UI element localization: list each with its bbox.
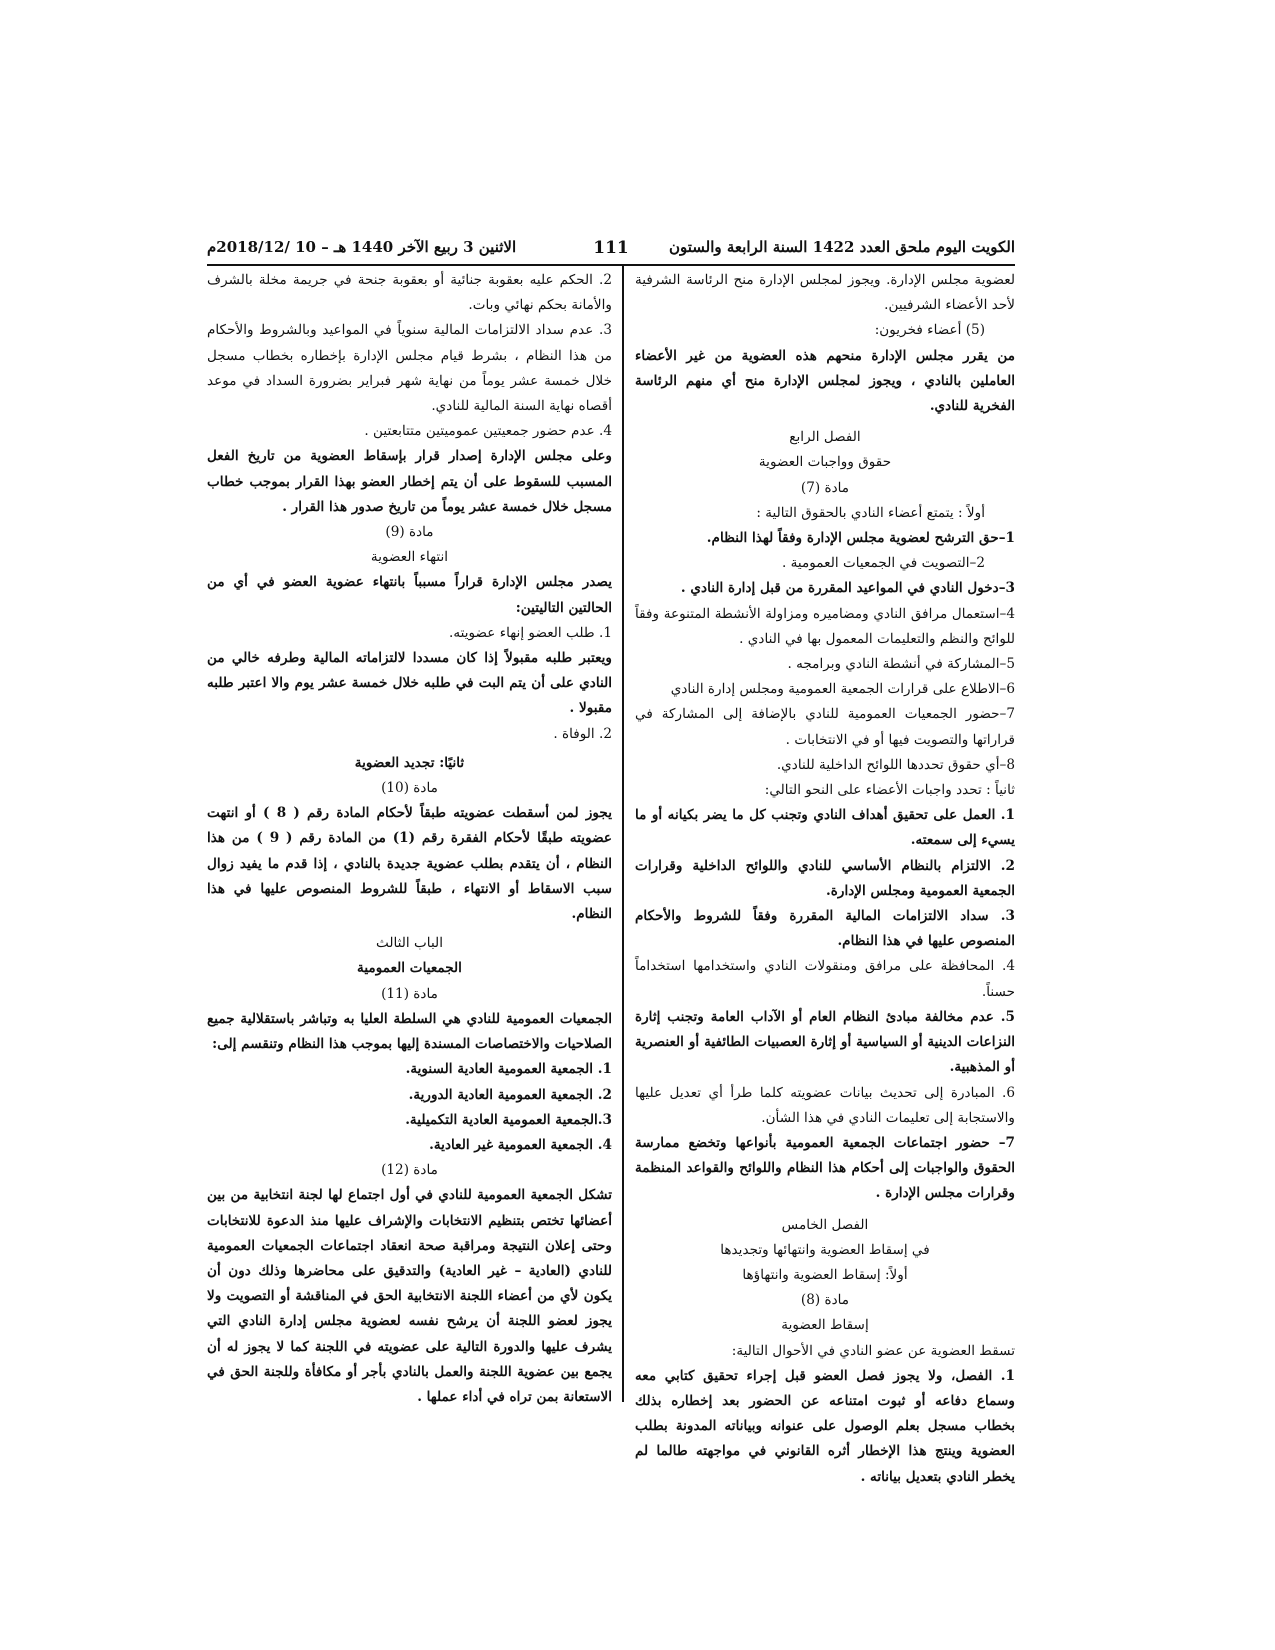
- list-intro: تسقط العضوية عن عضو النادي في الأحوال التالية:: [731, 1342, 1015, 1359]
- part-subtitle: الجمعيات العمومية: [357, 960, 462, 977]
- subheading: (5) أعضاء فخريون:: [874, 322, 985, 339]
- chapter-title: الفصل الخامس: [781, 1216, 869, 1233]
- list-item: 2. الوفاة .: [553, 725, 612, 742]
- column-divider: [622, 266, 624, 1402]
- list-item: 2. الحكم عليه بعقوبة جنائية أو بعقوبة جنحة في جريمة مخلة بالشرف والأمانة بحكم نهائي وبات.: [207, 272, 612, 314]
- list-item: 6. المبادرة إلى تحديث بيانات عضويته كلما طرأ أي تعديل عليها والاستجابة إلى تعليمات النادي في هذا الشأن.: [635, 1084, 1015, 1126]
- list-item: 4–استعمال مرافق النادي ومضاميره ومزاولة الأنشطة المتنوعة وفقاً للوائح والنظم والتعليمات المعمول بها في النادي .: [635, 605, 1015, 647]
- chapter-subtitle: في إسقاط العضوية وانتهائها وتجديدها: [720, 1241, 930, 1258]
- list-item: 3. سداد الالتزامات المالية المقررة وفقاً للشروط والأحكام المنصوص عليها في هذا النظام.: [635, 908, 1015, 950]
- list-item: 2. الالتزام بالنظام الأساسي للنادي واللوائح الداخلية وقرارات الجمعية العمومية ومجلس الإدارة.: [635, 857, 1015, 899]
- paragraph: الجمعيات العمومية للنادي هي السلطة العليا به وتباشر باستقلالية جميع الصلاحيات والاختصاصات المسندة إليها بموجب هذا النظام وتنقسم إلى:: [207, 1010, 612, 1053]
- article-heading: مادة (7): [800, 479, 850, 496]
- article-heading: مادة (12): [381, 1162, 438, 1179]
- page-header: [207, 238, 1015, 264]
- paragraph: يصدر مجلس الإدارة قراراً مسبباً بانتهاء عضوية العضو في أي من الحالتين التاليتين:: [207, 574, 612, 616]
- list-intro: أولاً : يتمتع أعضاء النادي بالحقوق التالية :: [756, 504, 985, 521]
- article-title: إسقاط العضوية: [781, 1317, 869, 1334]
- article-heading: مادة (9): [385, 524, 434, 541]
- list-item: 7–حضور الجمعيات العمومية للنادي بالإضافة إلى المشاركة في قراراتها والتصويت فيها أو في الانتخابات .: [635, 706, 1015, 748]
- list-item: 4. الجمعية العمومية غير العادية.: [429, 1136, 612, 1153]
- section-title: أولاً: إسقاط العضوية وانتهاؤها: [742, 1266, 908, 1283]
- list-item: 2–التصويت في الجمعيات العمومية .: [781, 555, 985, 572]
- article-heading: مادة (8): [800, 1292, 850, 1309]
- article-title: انتهاء العضوية: [370, 549, 449, 566]
- list-item: 4. عدم حضور جمعيتين عموميتين متتابعتين .: [364, 423, 612, 440]
- paragraph: يجوز لمن أسقطت عضويته طبقاً لأحكام المادة رقم ( 8 ) أو انتهت عضويته طبقًا لأحكام الفقرة رقم (1) من المادة رقم ( 9 ) من هذا النظام ، أن يتقدم بطلب عضوية جديدة بالنادي ، إذا قدم ما يفيد زوال سبب الاسقاط أو الانتهاء ، طبقاً للشروط المنصوص عليها في هذا النظام.: [207, 805, 612, 923]
- list-item: 1. الجمعية العمومية العادية السنوية.: [405, 1061, 612, 1078]
- header-rule: [207, 264, 1015, 266]
- paragraph: لعضوية مجلس الإدارة. ويجوز لمجلس الإدارة منح الرئاسة الشرفية لأحد الأعضاء الشرفيين.: [635, 272, 1015, 314]
- article-heading: مادة (10): [381, 780, 438, 797]
- list-item: 5–المشاركة في أنشطة النادي وبرامجه .: [787, 656, 1015, 673]
- right-column: [635, 268, 1015, 1490]
- list-item: 1. العمل على تحقيق أهداف النادي وتجنب كل ما يضر بكيانه أو ما يسيء إلى سمعته.: [635, 807, 1015, 849]
- paragraph: من يقرر مجلس الإدارة منحهم هذه العضوية من غير الأعضاء العاملين بالنادي ، ويجوز لمجلس الإدارة منح أي منهم الرئاسة الفخرية للنادي.: [635, 347, 1015, 415]
- list-item: 4. المحافظة على مرافق ومنقولات النادي واستخدامها استخداماً حسناً.: [635, 958, 1015, 1000]
- page-number: 111: [593, 238, 629, 258]
- list-item: 6–الاطلاع على قرارات الجمعية العمومية ومجلس إدارة النادي: [670, 681, 1015, 698]
- part-title: الباب الثالث: [376, 935, 443, 952]
- paragraph: تشكل الجمعية العمومية للنادي في أول اجتماع لها لجنة انتخابية من بين أعضائها تختص بتنظيم الانتخابات والإشراف عليها منذ الدعوة للانتخابات وحتى إعلان النتيجة ومراقبة صحة انعقاد اجتماعات الجمعيات العمومية للنادي (العادية – غير العادية) والتدقيق على محاضرها وذلك دون أن يكون لأي من أعضاء اللجنة الانتخابية الحق في المناقشة أو التصويت ولا يجوز لعضو اللجنة أن يرشح نفسه لعضوية مجلس إدارة النادي التي يشرف عليها والدورة التالية على عضويته في اللجنة كما لا يجوز له أن يجمع بين عضوية اللجنة والعمل بالنادي بأجر أو مكافأة وللجنة الحق في الاستعانة بمن تراه في أداء عملها .: [207, 1187, 612, 1405]
- header-publication: الكويت اليوم ملحق العدد 1422 السنة الرابعة والستون: [669, 238, 1015, 256]
- left-column: [207, 268, 612, 1410]
- chapter-title: الفصل الرابع: [789, 429, 861, 446]
- list-item: 2. الجمعية العمومية العادية الدورية.: [408, 1086, 612, 1103]
- list-item: 1. طلب العضو إنهاء عضويته.: [449, 624, 612, 641]
- list-intro: ثانياً : تحدد واجبات الأعضاء على النحو التالي:: [764, 782, 1015, 799]
- chapter-subtitle: حقوق وواجبات العضوية: [758, 454, 892, 471]
- list-item: 3.الجمعية العمومية العادية التكميلية.: [405, 1111, 612, 1128]
- header-date: الاثنين 3 ربيع الآخر 1440 هـ – 10 /2018/12م: [207, 238, 517, 256]
- section-title: ثانيًا: تجديد العضوية: [354, 754, 465, 771]
- list-item: 3–دخول النادي في المواعيد المقررة من قبل إدارة النادي .: [680, 580, 1015, 597]
- list-item: 3. عدم سداد الالتزامات المالية سنوياً في المواعيد وبالشروط والأحكام من هذا النظام ، بشرط قيام مجلس الإدارة بإخطاره بخطاب مسجل خلال خمسة عشر يوماً من نهاية شهر فبراير بضرورة السداد في موعد أقصاه نهاية السنة المالية للنادي.: [207, 322, 612, 415]
- paragraph: وعلى مجلس الإدارة إصدار قرار بإسقاط العضوية من تاريخ الفعل المسبب للسقوط على أن يتم إخطار العضو بهذا القرار بموجب خطاب مسجل خلال خمسة عشر يوماً من تاريخ صدور هذا القرار .: [207, 448, 612, 515]
- list-item: 5. عدم مخالفة مبادئ النظام العام أو الآداب العامة وتجنب إثارة النزاعات الدينية أو السياسية أو إثارة العصبيات الطائفية أو العنصرية أو المذهبية.: [635, 1008, 1015, 1076]
- list-item: 8–أي حقوق تحددها اللوائح الداخلية للنادي.: [776, 756, 1015, 773]
- article-heading: مادة (11): [381, 985, 438, 1002]
- paragraph: ويعتبر طلبه مقبولاً إذا كان مسددا لالتزاماته المالية وطرفه خالي من النادي على أن يتم البت في طلبه خلال خمسة عشر يوم والا اعتبر طلبه مقبولا .: [207, 650, 612, 717]
- list-item: 7– حضور اجتماعات الجمعية العمومية بأنواعها وتخضع ممارسة الحقوق والواجبات إلى أحكام هذا النظام واللوائح والقواعد المنظمة وقرارات مجلس الإدارة .: [635, 1134, 1015, 1202]
- list-item: 1–حق الترشح لعضوية مجلس الإدارة وفقاً لهذا النظام.: [706, 530, 1015, 547]
- list-item: 1. الفصل، ولا يجوز فصل العضو قبل إجراء تحقيق كتابي معه وسماع دفاعه أو ثبوت امتناعه عن الحضور بعد إخطاره بذلك بخطاب مسجل بعلم الوصول على عنوانه وبياناته المدونة بطلب العضوية وينتج هذا الإخطار أثره القانوني في مواجهته طالما لم يخطر النادي بتعديل بياناته .: [635, 1367, 1015, 1485]
